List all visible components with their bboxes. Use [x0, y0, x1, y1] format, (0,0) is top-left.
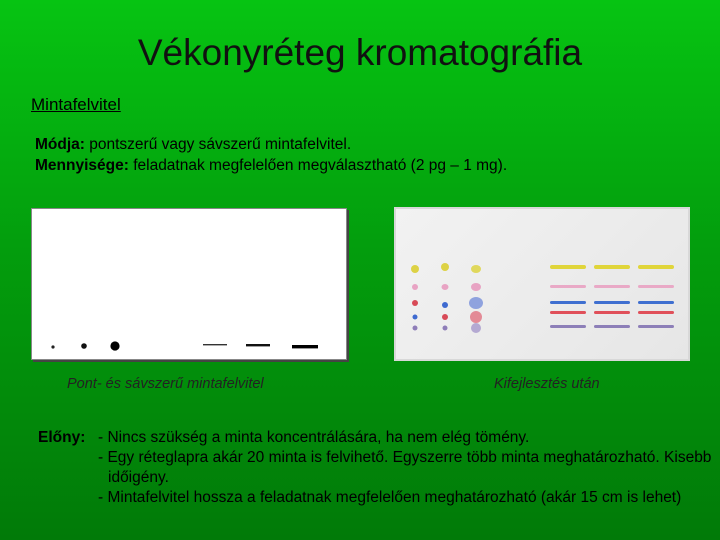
spot-large — [110, 341, 119, 350]
advantage-row-3 — [38, 488, 718, 508]
mode-label: Módja: — [35, 136, 85, 153]
band-thin — [203, 344, 227, 345]
right-image-caption: Kifejlesztés után — [494, 376, 600, 392]
band-samples — [203, 344, 318, 348]
spot-medium — [81, 343, 87, 349]
quantity-line — [35, 155, 507, 176]
left-image-caption: Pont- és sávszerű mintafelvitel — [67, 376, 264, 392]
advantage-row-1 — [38, 428, 718, 448]
advantages-label: Előny: — [38, 429, 86, 446]
mode-line — [35, 134, 507, 155]
quantity-text: feladatnak megfelelően megválasztható (2 pg – 1 mg). — [128, 157, 508, 174]
advantage-item: - Mintafelvitel hossza a feladatnak megfelelően meghatározható (akár 15 cm is lehet) — [98, 489, 682, 506]
spot-band-application-image — [31, 208, 347, 360]
spot-lanes — [411, 263, 483, 333]
band-lane-2 — [594, 265, 630, 328]
spot-small — [51, 345, 54, 348]
advantage-item: - Egy réteglapra akár 20 minta is felvihető. Egyszerre több minta meghatározható. Kisebb időigény. — [98, 449, 712, 486]
advantage-item: - Nincs szükség a minta koncentrálására, ha nem elég tömény. — [98, 429, 530, 446]
spot-samples — [51, 341, 119, 350]
band-lane-3 — [638, 265, 674, 328]
description — [35, 134, 507, 176]
band-thick — [292, 345, 318, 348]
slide-title: Vékonyréteg kromatográfia — [137, 32, 583, 73]
lane-3 — [469, 265, 483, 333]
section-heading: Mintafelvitel — [31, 95, 121, 114]
quantity-label: Mennyisége: — [35, 157, 129, 174]
band-medium — [246, 344, 270, 346]
advantages-block — [38, 428, 718, 508]
lane-1 — [411, 265, 419, 331]
lane-2 — [441, 263, 449, 331]
developed-plate-image — [394, 207, 690, 361]
band-lanes — [550, 265, 674, 328]
mode-text: pontszerű vagy sávszerű mintafelvitel. — [84, 136, 352, 153]
band-lane-1 — [550, 265, 586, 328]
advantage-row-2 — [38, 448, 718, 488]
